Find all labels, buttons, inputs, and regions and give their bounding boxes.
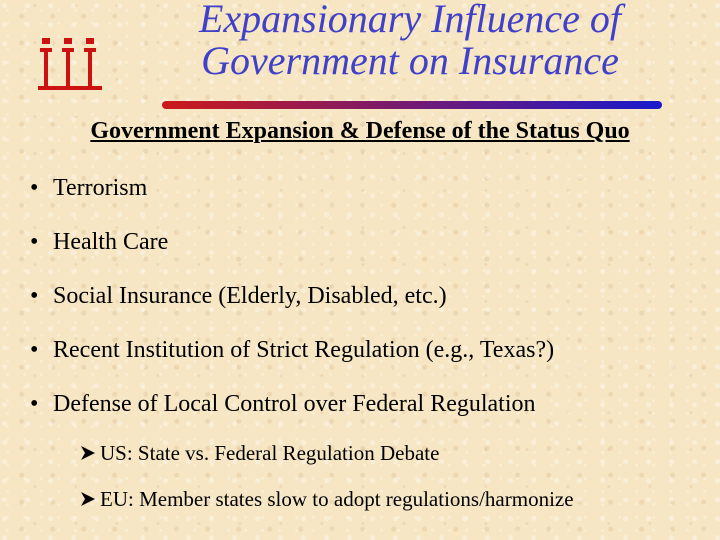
arrow-right-icon (80, 444, 96, 462)
bullet-dot: • (30, 337, 39, 363)
sub-bullet-item (80, 487, 574, 512)
bullet-dot: • (30, 283, 39, 309)
slide-title-line-1: Expansionary Influence of (198, 0, 622, 41)
slide-title (150, 0, 670, 82)
bullet-text: Defense of Local Control over Federal Regulation (53, 391, 536, 417)
iii-logo-icon (36, 34, 106, 92)
arrow-right-icon (80, 490, 96, 508)
bullet-text: Recent Institution of Strict Regulation (e.g., Texas?) (53, 337, 555, 363)
bullet-text: Terrorism (53, 175, 148, 201)
sub-bullet-text: EU: Member states slow to adopt regulations/harmonize (100, 487, 574, 511)
bullet-dot: • (30, 175, 39, 201)
bullet-dot: • (30, 391, 39, 417)
bullet-dot: • (30, 229, 39, 255)
title-divider (162, 100, 662, 110)
slide-subtitle: Government Expansion & Defense of the Status Quo (90, 118, 630, 144)
bullet-text: Social Insurance (Elderly, Disabled, etc.) (53, 283, 447, 309)
bullet-text: Health Care (53, 229, 169, 255)
sub-bullet-item (80, 441, 439, 466)
sub-bullet-text: US: State vs. Federal Regulation Debate (100, 441, 440, 465)
slide-title-line-2: Government on Insurance (201, 38, 619, 83)
